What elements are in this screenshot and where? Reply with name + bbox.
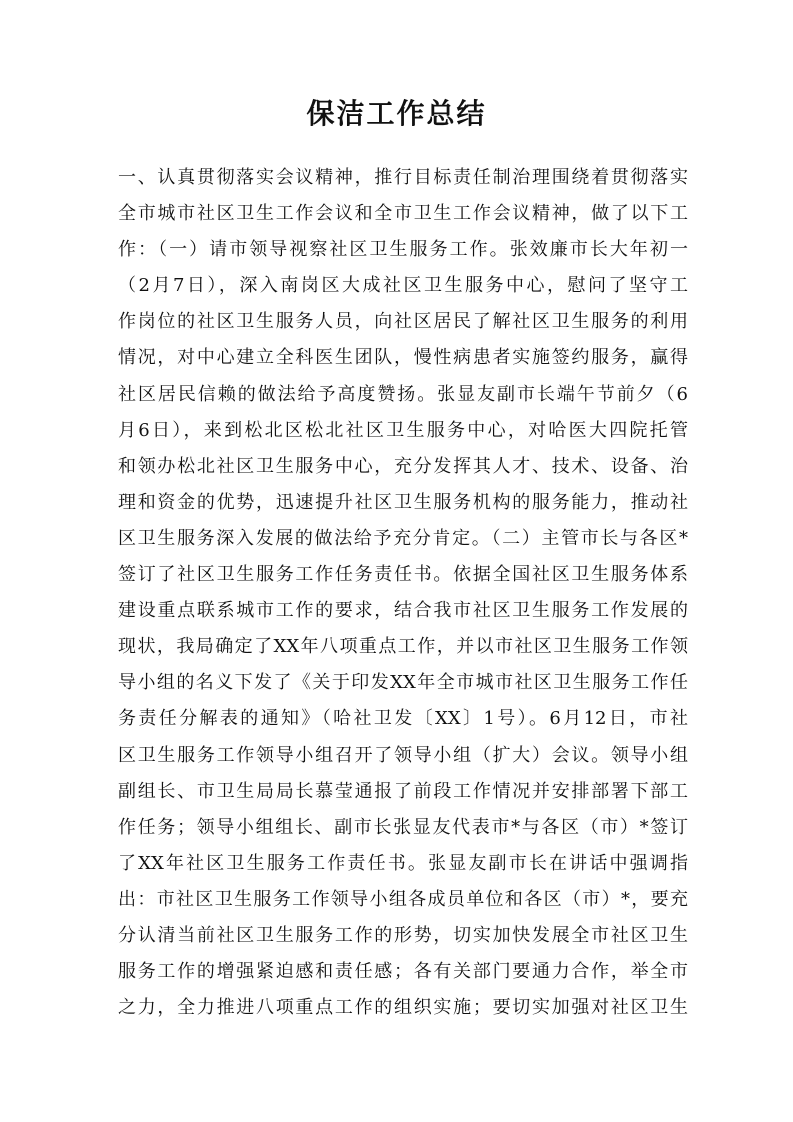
- body-line: 作：（一）请市领导视察社区卫生服务工作。张效廉市长大年初一: [118, 239, 688, 261]
- body-line: 区卫生服务工作领导小组召开了领导小组（扩大）会议。领导小组: [118, 744, 688, 766]
- body-line: 月6日），来到松北区松北社区卫生服务中心，对哈医大四院托管: [118, 419, 688, 441]
- body-line: 作任务；领导小组组长、副市长张显友代表市*与各区（市）*签订: [118, 816, 688, 838]
- body-line: 和领办松北社区卫生服务中心，充分发挥其人才、技术、设备、治: [118, 455, 688, 477]
- body-line: 现状，我局确定了XX年八项重点工作，并以市社区卫生服务工作领: [118, 636, 688, 658]
- body-line: 导小组的名义下发了《关于印发XX年全市城市社区卫生服务工作任: [118, 672, 688, 694]
- body-line: 建设重点联系城市工作的要求，结合我市社区卫生服务工作发展的: [118, 600, 688, 622]
- body-line: 了XX年社区卫生服务工作责任书。张显友副市长在讲话中强调指: [118, 852, 688, 874]
- body-line: 作岗位的社区卫生服务人员，向社区居民了解社区卫生服务的利用: [118, 311, 688, 333]
- body-line: 一、认真贯彻落实会议精神，推行目标责任制治理围绕着贯彻落实: [118, 167, 688, 188]
- body-line: 之力，全力推进八项重点工作的组织实施；要切实加强对社区卫生: [118, 997, 688, 1019]
- body-line: 全市城市社区卫生工作会议和全市卫生工作会议精神，做了以下工: [118, 203, 688, 225]
- body-line: 分认清当前社区卫生服务工作的形势，切实加快发展全市社区卫生: [118, 924, 688, 946]
- body-line: 社区居民信赖的做法给予高度赞扬。张显友副市长端午节前夕（6: [118, 383, 688, 405]
- document-body: [118, 160, 688, 1026]
- body-line: 情况，对中心建立全科医生团队，慢性病患者实施签约服务，赢得: [118, 347, 688, 369]
- body-line: 务责任分解表的通知》（哈社卫发〔XX〕1号）。6月12日，市社: [118, 708, 688, 730]
- body-line: （2月7日），深入南岗区大成社区卫生服务中心，慰问了坚守工: [118, 275, 688, 297]
- body-line: 理和资金的优势，迅速提升社区卫生服务机构的服务能力，推动社: [118, 491, 688, 513]
- body-line: 服务工作的增强紧迫感和责任感；各有关部门要通力合作，举全市: [118, 961, 688, 983]
- body-line: 区卫生服务深入发展的做法给予充分肯定。（二）主管市长与各区*: [118, 527, 688, 549]
- document-title: 保洁工作总结: [306, 97, 487, 130]
- body-line: 签订了社区卫生服务工作任务责任书。依据全国社区卫生服务体系: [118, 564, 688, 586]
- body-line: 出：市社区卫生服务工作领导小组各成员单位和各区（市）*，要充: [118, 888, 688, 910]
- body-line: 副组长、市卫生局局长慕莹通报了前段工作情况并安排部署下部工: [118, 780, 688, 802]
